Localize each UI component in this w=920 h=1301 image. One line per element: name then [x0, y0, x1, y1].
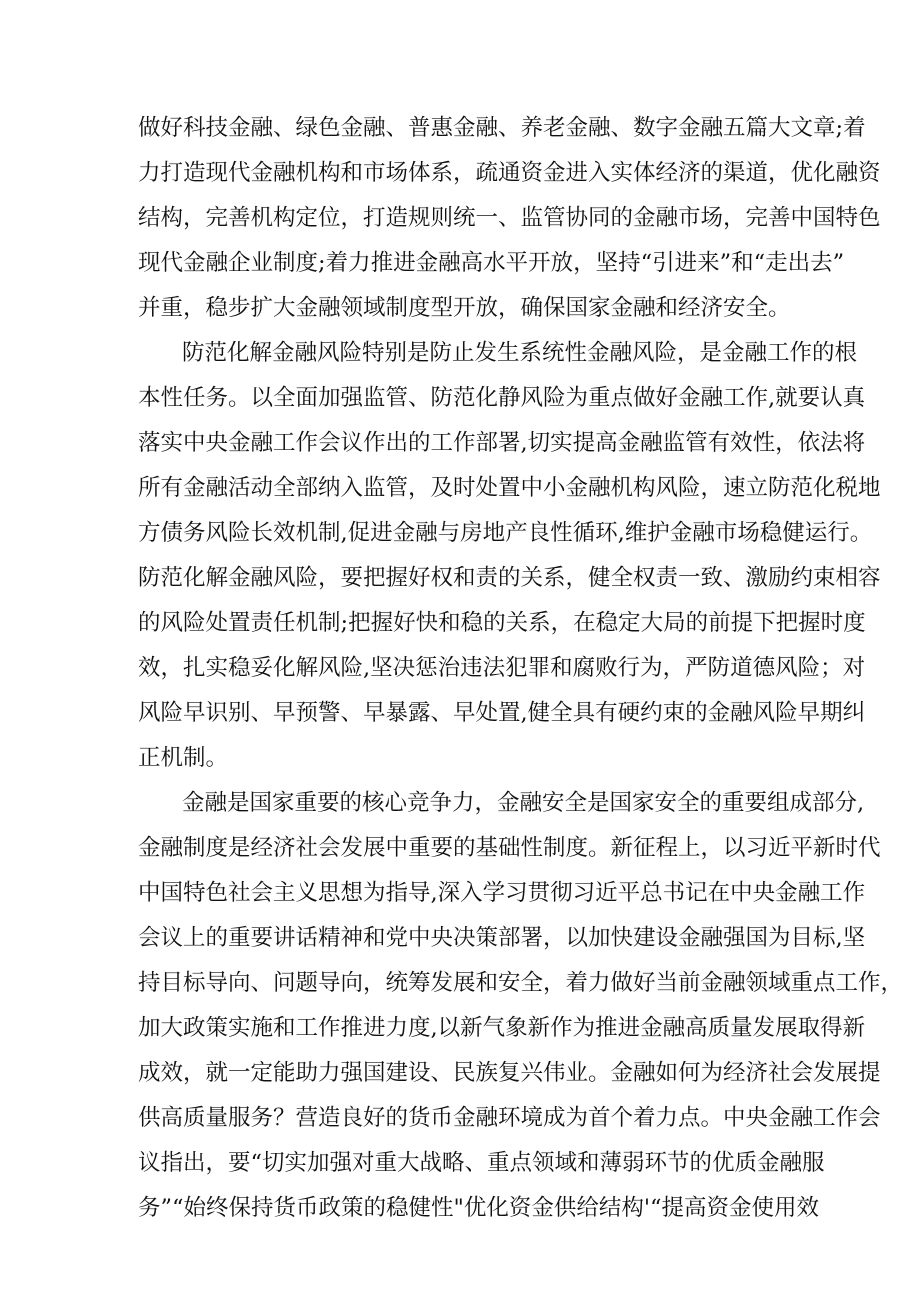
paragraph-2-line-7: 的风险处置责任机制;把握好快和稳的关系，在稳定大局的前提下把握时度	[138, 610, 866, 636]
paragraph-3-line-4: 会议上的重要讲话精神和党中央决策部署，以加快建设金融强国为目标,坚	[138, 925, 866, 951]
paragraph-2-line-3: 落实中央金融工作会议作出的工作部署,切实提高金融监管有效性，依法将	[138, 430, 866, 456]
paragraph-2-line-10: 正机制。	[138, 745, 229, 771]
paragraph-2-line-8: 效，扎实稳妥化解风险,坚决惩治违法犯罪和腐败行为，严防道德风险；对	[138, 655, 866, 681]
paragraph-3-line-6: 加大政策实施和工作推进力度,以新气象新作为推进金融高质量发展取得新	[138, 1015, 866, 1041]
paragraph-2-line-6: 防范化解金融风险，要把握好权和责的关系，健全权责一致、激励约束相容	[138, 565, 881, 591]
paragraph-2-line-9: 风险早识别、早预警、早暴露、早处置,健全具有硬约束的金融风险早期纠	[138, 700, 866, 726]
paragraph-3-line-7: 成效，就一定能助力强国建设、民族复兴伟业。金融如何为经济社会发展提	[138, 1060, 881, 1086]
paragraph-2-line-5: 方债务风险长效机制,促进金融与房地产良性循环,维护金融市场稳健运行。	[138, 520, 873, 546]
paragraph-1-line-3: 结构，完善机构定位，打造规则统一、监管协同的金融市场，完善中国特色	[138, 205, 881, 231]
paragraph-3-line-2: 金融制度是经济社会发展中重要的基础性制度。新征程上，以习近平新时代	[138, 835, 881, 861]
paragraph-2-line-1: 防范化解金融风险特别是防止发生系统性金融风险，是金融工作的根	[182, 340, 858, 366]
paragraph-2-line-2: 本性任务。以全面加强监管、防范化静风险为重点做好金融工作,就要认真	[138, 385, 866, 411]
paragraph-1-line-2: 力打造现代金融机构和市场体系，疏通资金进入实体经济的渠道，优化融资	[138, 160, 881, 186]
paragraph-3-line-10: 务”“始终保持货币政策的稳健性"优化资金供给结构'“提高资金使用效	[138, 1195, 820, 1221]
paragraph-3-line-1: 金融是国家重要的核心竞争力，金融安全是国家安全的重要组成部分,	[182, 790, 865, 816]
paragraph-3-line-9: 议指出，要“切实加强对重大战略、重点领域和薄弱环节的优质金融服	[138, 1150, 825, 1176]
paragraph-3-line-8: 供高质量服务？营造良好的货币金融环境成为首个着力点。中央金融工作会	[138, 1105, 881, 1131]
paragraph-1-line-1: 做好科技金融、绿色金融、普惠金融、养老金融、数字金融五篇大文章;着	[138, 115, 866, 141]
paragraph-1-line-5: 并重，稳步扩大金融领域制度型开放，确保国家金融和经济安全。	[138, 295, 791, 321]
paragraph-3-line-5: 持目标导向、问题导向，统筹发展和安全，着力做好当前金融领域重点工作，	[138, 970, 904, 996]
paragraph-1-line-4: 现代金融企业制度;着力推进金融高水平开放，坚持“引进来”和“走出去”	[138, 250, 845, 276]
paragraph-2-line-4: 所有金融活动全部纳入监管，及时处置中小金融机构风险，速立防范化税地	[138, 475, 881, 501]
paragraph-3-line-3: 中国特色社会主义思想为指导,深入学习贯彻习近平总书记在中央金融工作	[138, 880, 866, 906]
